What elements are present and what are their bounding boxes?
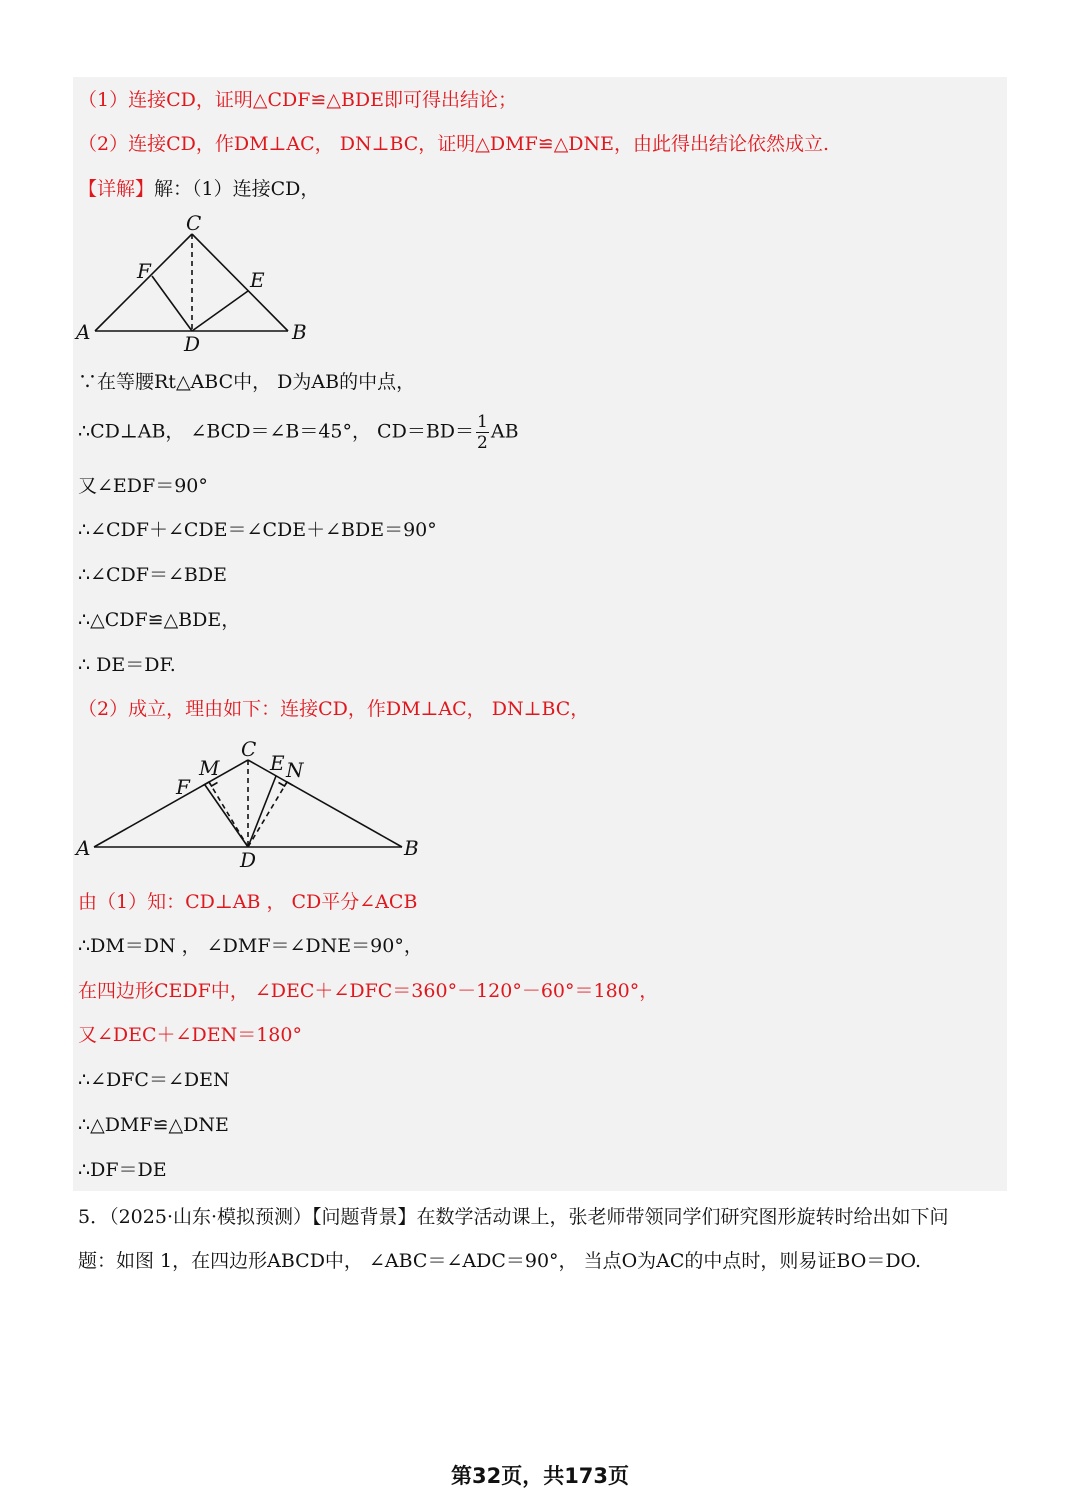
fraction-numerator: 1 (477, 412, 488, 432)
hint-1: （1）连接CD，证明△CDF≌△BDE即可得出结论； (78, 89, 518, 111)
step2-5: ∴∠DFC＝∠DEN (78, 1069, 230, 1091)
fig1-label-F: F (137, 259, 151, 283)
part2-intro: （2）成立，理由如下：连接CD，作DM⊥AC， DN⊥BC， (78, 698, 590, 720)
step2-3: 在四边形CEDF中， ∠DEC＋∠DFC＝360°－120°－60°＝180°， (78, 980, 659, 1002)
fig1-label-A: A (76, 320, 91, 344)
fig2-label-N: N (286, 758, 304, 782)
question-5-line-1: 5．（2025·山东·模拟预测）【问题背景】在数学活动课上，张老师带领同学们研究图形旋转时给出如下问 (78, 1206, 949, 1228)
hint-2: （2）连接CD，作DM⊥AC， DN⊥BC，证明△DMF≌△DNE，由此得出结论依然成立. (78, 133, 830, 155)
fig2-label-E: E (270, 751, 285, 775)
step1-2 (78, 412, 519, 453)
fig2-label-A: A (76, 836, 91, 860)
segment-AC (94, 760, 248, 847)
figure-1-isosceles-right-triangle (70, 205, 330, 355)
step2-4: 又∠DEC＋∠DEN＝180° (78, 1024, 302, 1046)
step2-2: ∴DM＝DN ， ∠DMF＝∠DNE＝90°， (78, 935, 423, 957)
segment-DM-dashed (209, 782, 248, 847)
step1-6: ∴△CDF≌△BDE， (78, 609, 241, 631)
fig2-label-B: B (404, 836, 419, 860)
fig2-label-F: F (176, 775, 190, 799)
figure-2-obtuse-isosceles-triangle (70, 735, 440, 875)
detail-heading: 【详解】 (78, 178, 155, 200)
fig2-label-D: D (240, 848, 257, 872)
segment-DE (248, 776, 276, 847)
step1-2-text: ∴CD⊥AB， ∠BCD＝∠B＝45°， CD＝BD＝ (78, 420, 475, 443)
fig1-label-D: D (184, 332, 201, 356)
fig2-label-M: M (199, 756, 220, 780)
fig1-label-B: B (292, 320, 307, 344)
detail-line (78, 177, 319, 201)
step2-6: ∴△DMF≌△DNE (78, 1114, 229, 1136)
step1-7: ∴ DE＝DF. (78, 654, 176, 676)
step1-4: ∴∠CDF＋∠CDE＝∠CDE＋∠BDE＝90° (78, 519, 437, 541)
step1-3: 又∠EDF＝90° (78, 475, 208, 497)
step1-5: ∴∠CDF＝∠BDE (78, 564, 227, 586)
segment-DN-dashed (248, 782, 287, 847)
fig1-label-C: C (186, 211, 202, 235)
page-footer: 第32页，共173页 (450, 1464, 630, 1488)
fraction-denominator: 2 (477, 433, 488, 453)
fraction-one-half (476, 412, 489, 453)
question-5-line-2: 题：如图 1，在四边形ABCD中， ∠ABC＝∠ADC＝90°， 当点O为AC的中点时，则易证BO＝DO. (78, 1250, 922, 1272)
fig1-label-E: E (250, 268, 265, 292)
step2-1: 由（1）知：CD⊥AB ， CD平分∠ACB (78, 891, 418, 913)
step1-1: ∵在等腰Rt△ABC中， D为AB的中点， (78, 371, 416, 393)
segment-DF (152, 276, 192, 331)
step2-7: ∴DF＝DE (78, 1159, 167, 1181)
detail-intro: 解：（1）连接CD， (154, 178, 320, 200)
step1-2-tail: AB (490, 420, 519, 443)
segment-CB (192, 234, 288, 331)
segment-DE (192, 291, 248, 331)
right-angle-mark-N (279, 782, 294, 786)
fig2-label-C: C (241, 737, 257, 761)
